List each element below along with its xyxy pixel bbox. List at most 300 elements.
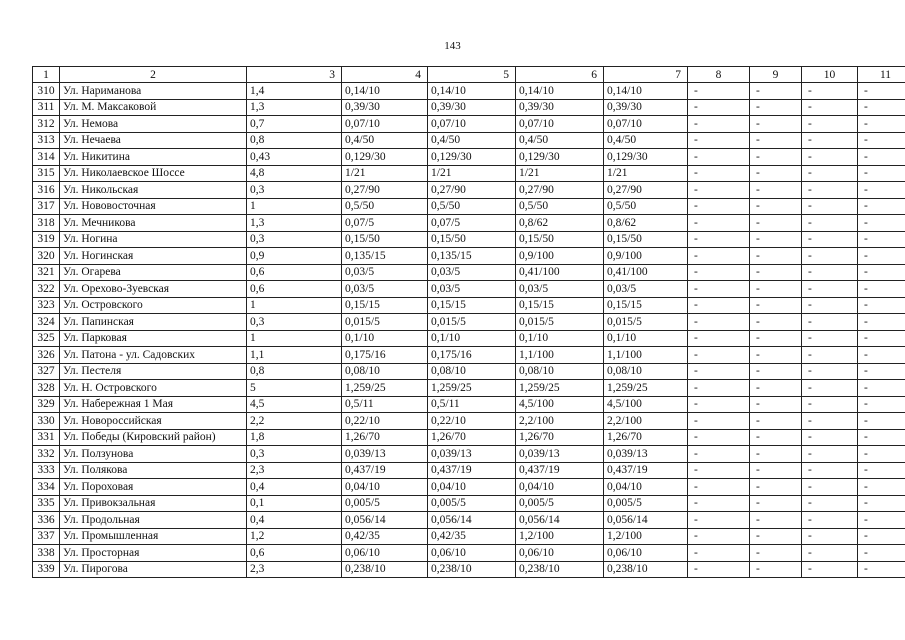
value-col-4: 1,259/25 — [342, 380, 428, 397]
street-name: Ул. Немова — [60, 116, 247, 133]
table-row — [33, 264, 905, 281]
value-col-7: 0,03/5 — [604, 281, 688, 298]
length-value: 0,4 — [247, 512, 342, 529]
value-col-6: 0,238/10 — [516, 561, 604, 578]
value-col-10: - — [802, 347, 858, 364]
value-col-5: 0,14/10 — [428, 83, 516, 100]
row-number: 337 — [33, 528, 60, 545]
value-col-11: - — [858, 281, 905, 298]
value-col-9: - — [750, 248, 802, 265]
value-col-7: 4,5/100 — [604, 396, 688, 413]
value-col-6: 0,9/100 — [516, 248, 604, 265]
row-number: 315 — [33, 165, 60, 182]
value-col-6: 0,015/5 — [516, 314, 604, 331]
header-cell: 4 — [342, 67, 428, 83]
value-col-11: - — [858, 264, 905, 281]
value-col-4: 0,03/5 — [342, 264, 428, 281]
value-col-6: 0,15/50 — [516, 231, 604, 248]
value-col-10: - — [802, 314, 858, 331]
value-col-10: - — [802, 248, 858, 265]
length-value: 0,6 — [247, 545, 342, 562]
value-col-6: 1,26/70 — [516, 429, 604, 446]
length-value: 1 — [247, 198, 342, 215]
value-col-10: - — [802, 545, 858, 562]
value-col-10: - — [802, 132, 858, 149]
value-col-11: - — [858, 165, 905, 182]
value-col-6: 0,07/10 — [516, 116, 604, 133]
value-col-11: - — [858, 561, 905, 578]
data-table — [32, 66, 905, 578]
table-row — [33, 512, 905, 529]
street-name: Ул. Ногинская — [60, 248, 247, 265]
value-col-9: - — [750, 380, 802, 397]
value-col-7: 0,08/10 — [604, 363, 688, 380]
value-col-5: 1/21 — [428, 165, 516, 182]
row-number: 322 — [33, 281, 60, 298]
street-name: Ул. Парковая — [60, 330, 247, 347]
table-row — [33, 429, 905, 446]
value-col-11: - — [858, 528, 905, 545]
value-col-7: 0,15/15 — [604, 297, 688, 314]
length-value: 2,3 — [247, 561, 342, 578]
row-number: 320 — [33, 248, 60, 265]
value-col-10: - — [802, 446, 858, 463]
length-value: 0,3 — [247, 314, 342, 331]
value-col-5: 0,07/5 — [428, 215, 516, 232]
street-name: Ул. Н. Островского — [60, 380, 247, 397]
value-col-5: 0,437/19 — [428, 462, 516, 479]
value-col-11: - — [858, 446, 905, 463]
value-col-7: 0,9/100 — [604, 248, 688, 265]
table-row — [33, 545, 905, 562]
value-col-8: - — [688, 99, 750, 116]
value-col-10: - — [802, 116, 858, 133]
value-col-5: 0,22/10 — [428, 413, 516, 430]
value-col-10: - — [802, 429, 858, 446]
value-col-4: 0,22/10 — [342, 413, 428, 430]
value-col-6: 1,259/25 — [516, 380, 604, 397]
row-number: 338 — [33, 545, 60, 562]
street-name: Ул. Островского — [60, 297, 247, 314]
row-number: 321 — [33, 264, 60, 281]
value-col-6: 0,14/10 — [516, 83, 604, 100]
value-col-6: 4,5/100 — [516, 396, 604, 413]
value-col-7: 0,27/90 — [604, 182, 688, 199]
street-name: Ул. Патона - ул. Садовских — [60, 347, 247, 364]
value-col-8: - — [688, 363, 750, 380]
row-number: 319 — [33, 231, 60, 248]
table-row — [33, 347, 905, 364]
value-col-6: 0,03/5 — [516, 281, 604, 298]
value-col-8: - — [688, 380, 750, 397]
value-col-5: 1,26/70 — [428, 429, 516, 446]
table-row — [33, 446, 905, 463]
value-col-4: 0,238/10 — [342, 561, 428, 578]
value-col-7: 0,039/13 — [604, 446, 688, 463]
value-col-11: - — [858, 347, 905, 364]
value-col-10: - — [802, 297, 858, 314]
value-col-7: 0,15/50 — [604, 231, 688, 248]
row-number: 326 — [33, 347, 60, 364]
value-col-5: 0,238/10 — [428, 561, 516, 578]
value-col-10: - — [802, 396, 858, 413]
value-col-9: - — [750, 446, 802, 463]
value-col-11: - — [858, 330, 905, 347]
value-col-6: 1/21 — [516, 165, 604, 182]
length-value: 4,5 — [247, 396, 342, 413]
value-col-4: 1/21 — [342, 165, 428, 182]
value-col-8: - — [688, 347, 750, 364]
length-value: 0,3 — [247, 182, 342, 199]
value-col-8: - — [688, 83, 750, 100]
table-row — [33, 231, 905, 248]
row-number: 311 — [33, 99, 60, 116]
street-name: Ул. Пестеля — [60, 363, 247, 380]
value-col-10: - — [802, 561, 858, 578]
header-cell: 3 — [247, 67, 342, 83]
length-value: 1,3 — [247, 215, 342, 232]
value-col-6: 0,39/30 — [516, 99, 604, 116]
value-col-8: - — [688, 429, 750, 446]
value-col-11: - — [858, 462, 905, 479]
table-row — [33, 116, 905, 133]
value-col-10: - — [802, 413, 858, 430]
value-col-11: - — [858, 545, 905, 562]
street-name: Ул. Орехово-Зуевская — [60, 281, 247, 298]
row-number: 310 — [33, 83, 60, 100]
value-col-8: - — [688, 396, 750, 413]
value-col-4: 0,005/5 — [342, 495, 428, 512]
value-col-10: - — [802, 495, 858, 512]
value-col-4: 0,135/15 — [342, 248, 428, 265]
value-col-4: 0,5/11 — [342, 396, 428, 413]
value-col-4: 0,15/50 — [342, 231, 428, 248]
value-col-7: 1,2/100 — [604, 528, 688, 545]
value-col-6: 0,056/14 — [516, 512, 604, 529]
street-name: Ул. Пирогова — [60, 561, 247, 578]
value-col-7: 1,1/100 — [604, 347, 688, 364]
value-col-11: - — [858, 363, 905, 380]
value-col-11: - — [858, 83, 905, 100]
value-col-9: - — [750, 545, 802, 562]
table-row — [33, 462, 905, 479]
value-col-5: 0,135/15 — [428, 248, 516, 265]
row-number: 313 — [33, 132, 60, 149]
value-col-7: 0,07/10 — [604, 116, 688, 133]
value-col-9: - — [750, 149, 802, 166]
value-col-6: 0,08/10 — [516, 363, 604, 380]
row-number: 332 — [33, 446, 60, 463]
length-value: 0,43 — [247, 149, 342, 166]
value-col-4: 0,42/35 — [342, 528, 428, 545]
value-col-7: 0,015/5 — [604, 314, 688, 331]
page-number: 143 — [444, 40, 461, 52]
value-col-8: - — [688, 479, 750, 496]
value-col-11: - — [858, 198, 905, 215]
header-cell: 11 — [858, 67, 905, 83]
value-col-10: - — [802, 462, 858, 479]
value-col-5: 0,08/10 — [428, 363, 516, 380]
street-name: Ул. Папинская — [60, 314, 247, 331]
value-col-11: - — [858, 149, 905, 166]
value-col-7: 0,41/100 — [604, 264, 688, 281]
value-col-10: - — [802, 380, 858, 397]
value-col-6: 0,4/50 — [516, 132, 604, 149]
table-row — [33, 165, 905, 182]
value-col-4: 0,07/5 — [342, 215, 428, 232]
value-col-4: 0,14/10 — [342, 83, 428, 100]
value-col-7: 0,437/19 — [604, 462, 688, 479]
length-value: 1 — [247, 297, 342, 314]
value-col-4: 0,27/90 — [342, 182, 428, 199]
value-col-8: - — [688, 231, 750, 248]
value-col-9: - — [750, 396, 802, 413]
value-col-10: - — [802, 99, 858, 116]
street-name: Ул. Никитина — [60, 149, 247, 166]
value-col-8: - — [688, 198, 750, 215]
street-name: Ул. Привокзальная — [60, 495, 247, 512]
value-col-7: 0,14/10 — [604, 83, 688, 100]
street-name: Ул. М. Максаковой — [60, 99, 247, 116]
length-value: 0,4 — [247, 479, 342, 496]
header-cell: 2 — [60, 67, 247, 83]
value-col-8: - — [688, 149, 750, 166]
table-row — [33, 132, 905, 149]
value-col-8: - — [688, 512, 750, 529]
value-col-7: 0,5/50 — [604, 198, 688, 215]
table-body — [33, 83, 905, 578]
value-col-5: 0,129/30 — [428, 149, 516, 166]
street-name: Ул. Нариманова — [60, 83, 247, 100]
value-col-8: - — [688, 545, 750, 562]
table-row — [33, 413, 905, 430]
value-col-8: - — [688, 314, 750, 331]
row-number: 331 — [33, 429, 60, 446]
value-col-9: - — [750, 231, 802, 248]
value-col-4: 0,04/10 — [342, 479, 428, 496]
header-cell: 5 — [428, 67, 516, 83]
value-col-11: - — [858, 248, 905, 265]
value-col-4: 0,175/16 — [342, 347, 428, 364]
value-col-8: - — [688, 413, 750, 430]
value-col-8: - — [688, 116, 750, 133]
table-row — [33, 330, 905, 347]
value-col-4: 0,015/5 — [342, 314, 428, 331]
value-col-9: - — [750, 512, 802, 529]
value-col-6: 0,5/50 — [516, 198, 604, 215]
value-col-5: 0,07/10 — [428, 116, 516, 133]
table-row — [33, 561, 905, 578]
value-col-11: - — [858, 495, 905, 512]
value-col-8: - — [688, 215, 750, 232]
value-col-6: 0,005/5 — [516, 495, 604, 512]
table-row — [33, 83, 905, 100]
value-col-6: 0,15/15 — [516, 297, 604, 314]
row-number: 330 — [33, 413, 60, 430]
table-row — [33, 281, 905, 298]
value-col-5: 0,03/5 — [428, 264, 516, 281]
row-number: 323 — [33, 297, 60, 314]
value-col-8: - — [688, 495, 750, 512]
row-number: 333 — [33, 462, 60, 479]
value-col-11: - — [858, 314, 905, 331]
row-number: 335 — [33, 495, 60, 512]
value-col-10: - — [802, 215, 858, 232]
row-number: 336 — [33, 512, 60, 529]
value-col-4: 0,03/5 — [342, 281, 428, 298]
value-col-5: 0,4/50 — [428, 132, 516, 149]
value-col-11: - — [858, 297, 905, 314]
table-row — [33, 396, 905, 413]
value-col-4: 0,1/10 — [342, 330, 428, 347]
value-col-5: 0,42/35 — [428, 528, 516, 545]
value-col-11: - — [858, 512, 905, 529]
table-row — [33, 198, 905, 215]
value-col-5: 1,259/25 — [428, 380, 516, 397]
row-number: 328 — [33, 380, 60, 397]
value-col-10: - — [802, 83, 858, 100]
value-col-10: - — [802, 479, 858, 496]
value-col-9: - — [750, 314, 802, 331]
value-col-5: 0,175/16 — [428, 347, 516, 364]
value-col-7: 1,26/70 — [604, 429, 688, 446]
street-name: Ул. Просторная — [60, 545, 247, 562]
length-value: 1,2 — [247, 528, 342, 545]
value-col-10: - — [802, 198, 858, 215]
table-row — [33, 149, 905, 166]
value-col-8: - — [688, 182, 750, 199]
street-name: Ул. Нечаева — [60, 132, 247, 149]
value-col-7: 0,1/10 — [604, 330, 688, 347]
value-col-4: 0,4/50 — [342, 132, 428, 149]
value-col-8: - — [688, 561, 750, 578]
value-col-9: - — [750, 413, 802, 430]
value-col-9: - — [750, 495, 802, 512]
value-col-9: - — [750, 429, 802, 446]
value-col-9: - — [750, 561, 802, 578]
value-col-10: - — [802, 182, 858, 199]
value-col-5: 0,5/11 — [428, 396, 516, 413]
value-col-9: - — [750, 479, 802, 496]
value-col-7: 0,06/10 — [604, 545, 688, 562]
value-col-11: - — [858, 413, 905, 430]
value-col-4: 0,06/10 — [342, 545, 428, 562]
value-col-5: 0,15/15 — [428, 297, 516, 314]
length-value: 0,6 — [247, 281, 342, 298]
value-col-5: 0,015/5 — [428, 314, 516, 331]
length-value: 0,8 — [247, 132, 342, 149]
value-col-9: - — [750, 363, 802, 380]
value-col-10: - — [802, 165, 858, 182]
street-name: Ул. Ползунова — [60, 446, 247, 463]
row-number: 324 — [33, 314, 60, 331]
value-col-7: 0,129/30 — [604, 149, 688, 166]
street-name: Ул. Нововосточная — [60, 198, 247, 215]
table-row — [33, 314, 905, 331]
table-row — [33, 479, 905, 496]
value-col-6: 0,27/90 — [516, 182, 604, 199]
value-col-9: - — [750, 528, 802, 545]
value-col-10: - — [802, 281, 858, 298]
table-row — [33, 297, 905, 314]
value-col-11: - — [858, 215, 905, 232]
table-row — [33, 248, 905, 265]
value-col-7: 1/21 — [604, 165, 688, 182]
row-number: 318 — [33, 215, 60, 232]
row-number: 329 — [33, 396, 60, 413]
length-value: 5 — [247, 380, 342, 397]
value-col-9: - — [750, 215, 802, 232]
value-col-10: - — [802, 528, 858, 545]
value-col-9: - — [750, 165, 802, 182]
value-col-4: 0,39/30 — [342, 99, 428, 116]
value-col-6: 1,1/100 — [516, 347, 604, 364]
value-col-11: - — [858, 182, 905, 199]
row-number: 327 — [33, 363, 60, 380]
value-col-8: - — [688, 462, 750, 479]
table-row — [33, 495, 905, 512]
value-col-8: - — [688, 264, 750, 281]
value-col-4: 0,08/10 — [342, 363, 428, 380]
value-col-4: 0,129/30 — [342, 149, 428, 166]
length-value: 1,3 — [247, 99, 342, 116]
value-col-4: 0,07/10 — [342, 116, 428, 133]
value-col-9: - — [750, 132, 802, 149]
value-col-11: - — [858, 116, 905, 133]
value-col-9: - — [750, 116, 802, 133]
length-value: 0,3 — [247, 446, 342, 463]
value-col-7: 0,4/50 — [604, 132, 688, 149]
street-name: Ул. Никольская — [60, 182, 247, 199]
header-cell: 1 — [33, 67, 60, 83]
value-col-5: 0,005/5 — [428, 495, 516, 512]
value-col-8: - — [688, 248, 750, 265]
value-col-8: - — [688, 446, 750, 463]
value-col-10: - — [802, 264, 858, 281]
length-value: 1,8 — [247, 429, 342, 446]
value-col-9: - — [750, 99, 802, 116]
value-col-5: 0,5/50 — [428, 198, 516, 215]
table-row — [33, 215, 905, 232]
value-col-10: - — [802, 363, 858, 380]
length-value: 1,1 — [247, 347, 342, 364]
value-col-6: 0,039/13 — [516, 446, 604, 463]
value-col-7: 0,005/5 — [604, 495, 688, 512]
header-row — [33, 67, 905, 83]
value-col-7: 0,8/62 — [604, 215, 688, 232]
value-col-5: 0,39/30 — [428, 99, 516, 116]
value-col-9: - — [750, 347, 802, 364]
value-col-9: - — [750, 281, 802, 298]
value-col-6: 2,2/100 — [516, 413, 604, 430]
value-col-11: - — [858, 99, 905, 116]
table-row — [33, 182, 905, 199]
value-col-9: - — [750, 198, 802, 215]
value-col-5: 0,04/10 — [428, 479, 516, 496]
value-col-6: 0,8/62 — [516, 215, 604, 232]
street-name: Ул. Полякова — [60, 462, 247, 479]
value-col-10: - — [802, 149, 858, 166]
row-number: 325 — [33, 330, 60, 347]
value-col-8: - — [688, 165, 750, 182]
street-name: Ул. Мечникова — [60, 215, 247, 232]
value-col-7: 0,39/30 — [604, 99, 688, 116]
value-col-6: 0,437/19 — [516, 462, 604, 479]
street-name: Ул. Новороссийская — [60, 413, 247, 430]
street-name: Ул. Продольная — [60, 512, 247, 529]
value-col-10: - — [802, 512, 858, 529]
street-name: Ул. Пороховая — [60, 479, 247, 496]
